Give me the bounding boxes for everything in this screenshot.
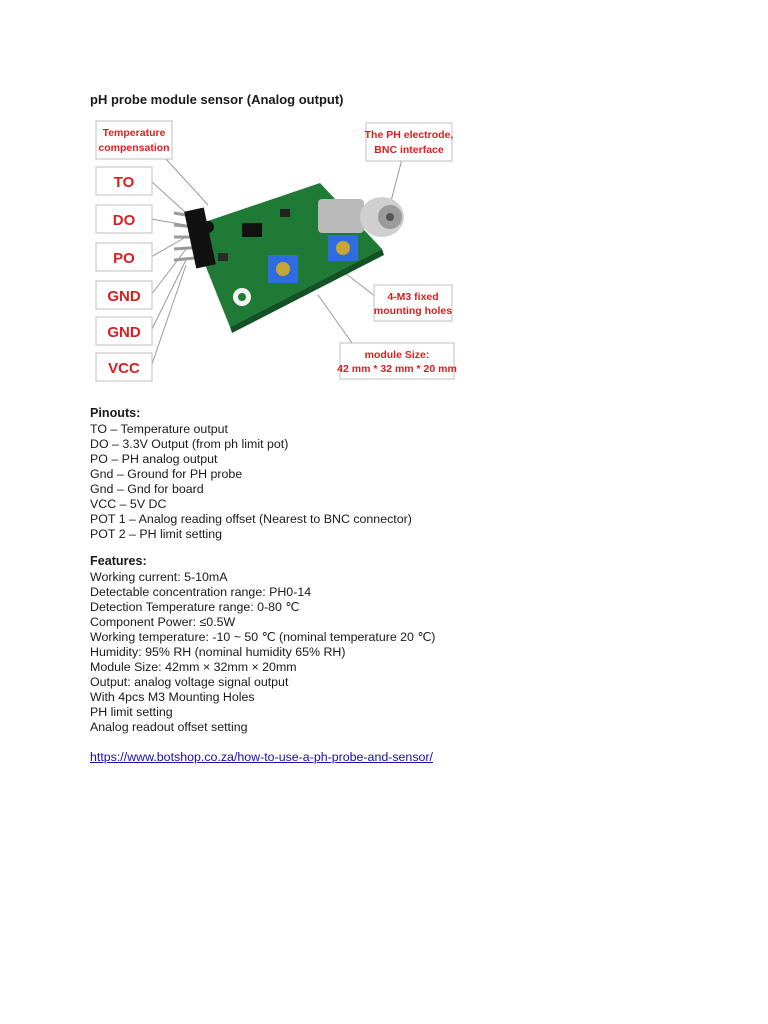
- pinout-item: PO – PH analog output: [90, 452, 218, 466]
- pin-label-vcc: VCC: [108, 360, 140, 377]
- pin-label-gnd-2: GND: [107, 324, 141, 341]
- feature-item: Output: analog voltage signal output: [90, 675, 289, 689]
- feature-item: Detection Temperature range: 0-80 ℃: [90, 600, 300, 614]
- botshop-link[interactable]: https://www.botshop.co.za/how-to-use-a-ph-probe-and-sensor/: [90, 750, 433, 764]
- pinouts-section: [90, 406, 412, 542]
- document-title: pH probe module sensor (Analog output): [90, 92, 344, 107]
- feature-item: PH limit setting: [90, 705, 173, 719]
- features-heading: Features:: [90, 554, 147, 568]
- callout-ph-electrode-1: The PH electrode,: [364, 129, 454, 141]
- callout-module-size-1: module Size:: [364, 349, 430, 361]
- pinout-item: Gnd – Ground for PH probe: [90, 467, 243, 481]
- feature-item: Working temperature: -10 ~ 50 ℃ (nominal temperature 20 ℃): [90, 630, 436, 644]
- pinout-item: TO – Temperature output: [90, 422, 228, 436]
- feature-item: Working current: 5-10mA: [90, 570, 228, 584]
- pcb-board-illustration: [174, 183, 404, 333]
- callout-temperature-compensation-2: compensation: [98, 142, 170, 154]
- pinout-item: VCC – 5V DC: [90, 497, 167, 511]
- pinout-item: POT 2 – PH limit setting: [90, 527, 222, 541]
- ph-module-figure: [90, 115, 460, 387]
- pin-label-po: PO: [113, 250, 135, 267]
- callout-temperature-compensation-1: Temperature: [102, 127, 166, 139]
- feature-item: Module Size: 42mm × 32mm × 20mm: [90, 660, 297, 674]
- pinout-item: POT 1 – Analog reading offset (Nearest to BNC connector): [90, 512, 412, 526]
- callout-mounting-holes-2: mounting holes: [373, 305, 453, 317]
- callout-mounting-holes-1: 4-M3 fixed: [387, 291, 439, 303]
- feature-item: Component Power: ≤0.5W: [90, 615, 236, 629]
- pin-label-gnd-1: GND: [107, 288, 141, 305]
- callout-ph-electrode-2: BNC interface: [374, 144, 444, 156]
- feature-item: With 4pcs M3 Mounting Holes: [90, 690, 255, 704]
- pinout-item: DO – 3.3V Output (from ph limit pot): [90, 437, 289, 451]
- pin-label-to: TO: [113, 174, 135, 191]
- feature-item: Analog readout offset setting: [90, 720, 248, 734]
- features-section: [90, 554, 435, 735]
- pinouts-heading: Pinouts:: [90, 406, 141, 420]
- feature-item: Humidity: 95% RH (nominal humidity 65% RH): [90, 645, 346, 659]
- feature-item: Detectable concentration range: PH0-14: [90, 585, 312, 599]
- pin-label-do: DO: [112, 212, 136, 229]
- pinout-item: Gnd – Gnd for board: [90, 482, 204, 496]
- callout-module-size-2: 42 mm * 32 mm * 20 mm: [337, 363, 457, 375]
